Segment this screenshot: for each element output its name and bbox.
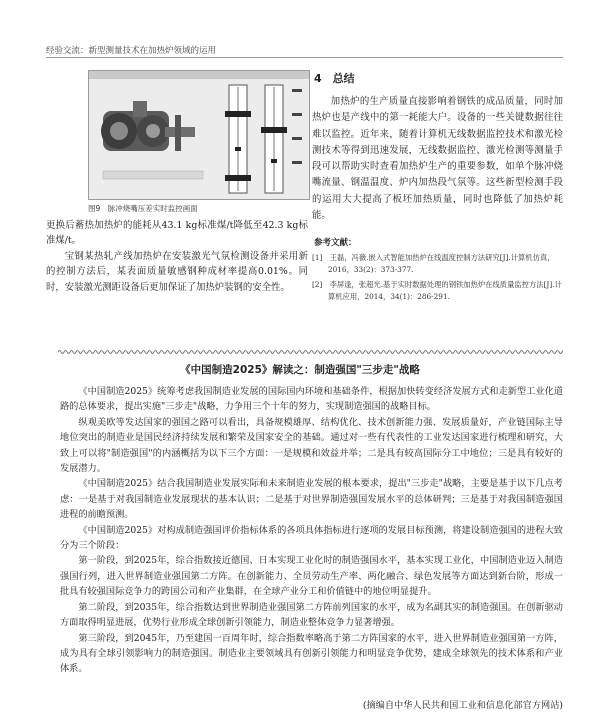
article-paragraph: 第一阶段，到2025年，综合指数接近德国、日本实现工业化时的制造强国水平，基本实现工业化，中国制造业迈入制造强国行列，进入世界制造业强国第二方阵。在创新能力、全员劳动生产率、两化融合、绿色发展等方面达到新台阶，形成一批具有较强国际竞争力的跨国公司和产业集群，在全球产业分工和价值链中的地位明显提升。 — [60, 555, 563, 598]
article-source: (摘编自中华人民共和国工业和信息化部官方网站) — [362, 700, 563, 711]
monitoring-screen-graphic — [89, 71, 309, 199]
wavy-divider — [58, 348, 563, 356]
article-body — [60, 384, 563, 677]
reference-item: [2] 李屏逢，张超光.基于实时数据处理的钢铁加热炉在线质量监控方法[J].计算机应用，2014，34(1)：286-291. — [312, 280, 562, 301]
article-paragraph: 第三阶段，到2045年，乃至建国一百周年时，综合指数率略高于第二方阵国家的水平，进入世界制造业强国第一方阵，成为具有全球引领影响力的制造强国。制造业主要领域具有创新引领能力和明显竞争优势，建成全球领先的技术体系和产业体系。 — [60, 632, 563, 675]
article-paragraph: 纵观美欧等发达国家的强国之路可以看出，具备规模雄厚、结构优化、技术创新能力强、发展质量好，产业链国际主导地位突出的制造业是国民经济持续发展和繁荣及国家安全的基础。通过对一些有代表性的工业发达国家进行梳理和研究，大致上可以将"制造强国"的内涵概括为以下三个方面：一是规模和效益并举；二是具有较高国际分工中地位；三是具有较好的发展潜力。 — [60, 416, 563, 475]
figure-monitoring-screen — [88, 70, 310, 200]
reference-item: [1] 王磊，冯薇.嵌入式智能加热炉在线温度控制方法研究[J].计算机仿真，2016，33(2)：373-377. — [312, 253, 555, 274]
right-column — [312, 70, 563, 306]
article-paragraph: 《中国制造2025》统筹考虑我国制造业发展的国际国内环境和基础条件，根据加快转变经济发展方式和走新型工业化道路的总体要求，提出实施"三步走"战略，力争用三个十年的努力，实现制造强国的战略目标。 — [60, 386, 563, 413]
header-rule — [46, 57, 563, 58]
article-paragraph: 《中国制造2025》对构成制造强国评价指标体系的各项具体指标进行逐项的发展目标预测，将建设制造强国的进程大致分为三个阶段： — [60, 524, 563, 552]
article-paragraph: 第二阶段，到2035年，综合指数达到世界制造业强国第二方阵前列国家的水平，成为名副其实的制造强国。在创新驱动方面取得明显进展，优势行业形成全球创新引领能力，制造业整体竞争力显著增强。 — [60, 601, 563, 629]
references-title: 参考文献： — [314, 238, 357, 249]
left-column — [46, 218, 308, 295]
running-head: 经验交流：新型测量技术在加热炉领域的运用 — [46, 46, 217, 56]
left-paragraph-2: 宝钢某热轧产线加热炉在安装激光气氛检测设备并采用新的控制方法后，某表面质量敏感钢种成材率提高0.01%。同时，安装激光测距设备后更加保证了加热炉装钢的安全性。 — [46, 250, 308, 293]
left-paragraph-1: 更换后蓄热加热炉的能耗从43.1 kg标准煤/t降低至42.3 kg标准煤/t。 — [46, 220, 308, 247]
figure-caption: 图9 脉冲烧嘴压差实时监控画面 — [88, 204, 198, 213]
section-body: 加热炉的生产质量直接影响着钢铁的成品质量，同时加热炉也是产线中的第一耗能大户。设备的一些关键数据往往难以监控。近年来，随着计算机无线数据监控技术和激光检测技术等得到迅速发展，无线数据监控、激光检测等测量手段可以帮助实时查看加热炉生产的重要参数，如单个脉冲烧嘴流量、钢温温度、炉内加热段气氛等。这些新型检测手段的运用大大提高了板坯加热质量，同时也降低了加热炉耗能。 — [312, 96, 563, 222]
article-title: 《中国制造2025》解读之：制造强国"三步走"战略 — [180, 364, 420, 376]
section-title: 4 总结 — [314, 72, 355, 85]
article-paragraph: 《中国制造2025》结合我国制造业发展实际和未来制造业发展的根本要求，提出"三步走"战略，主要是基于以下几点考虑：一是基于对我国制造业发展现状的基本认识；二是基于对世界制造强国发展水平的总体研判；三是基于对我国制造强国进程的前瞻预测。 — [60, 478, 563, 521]
